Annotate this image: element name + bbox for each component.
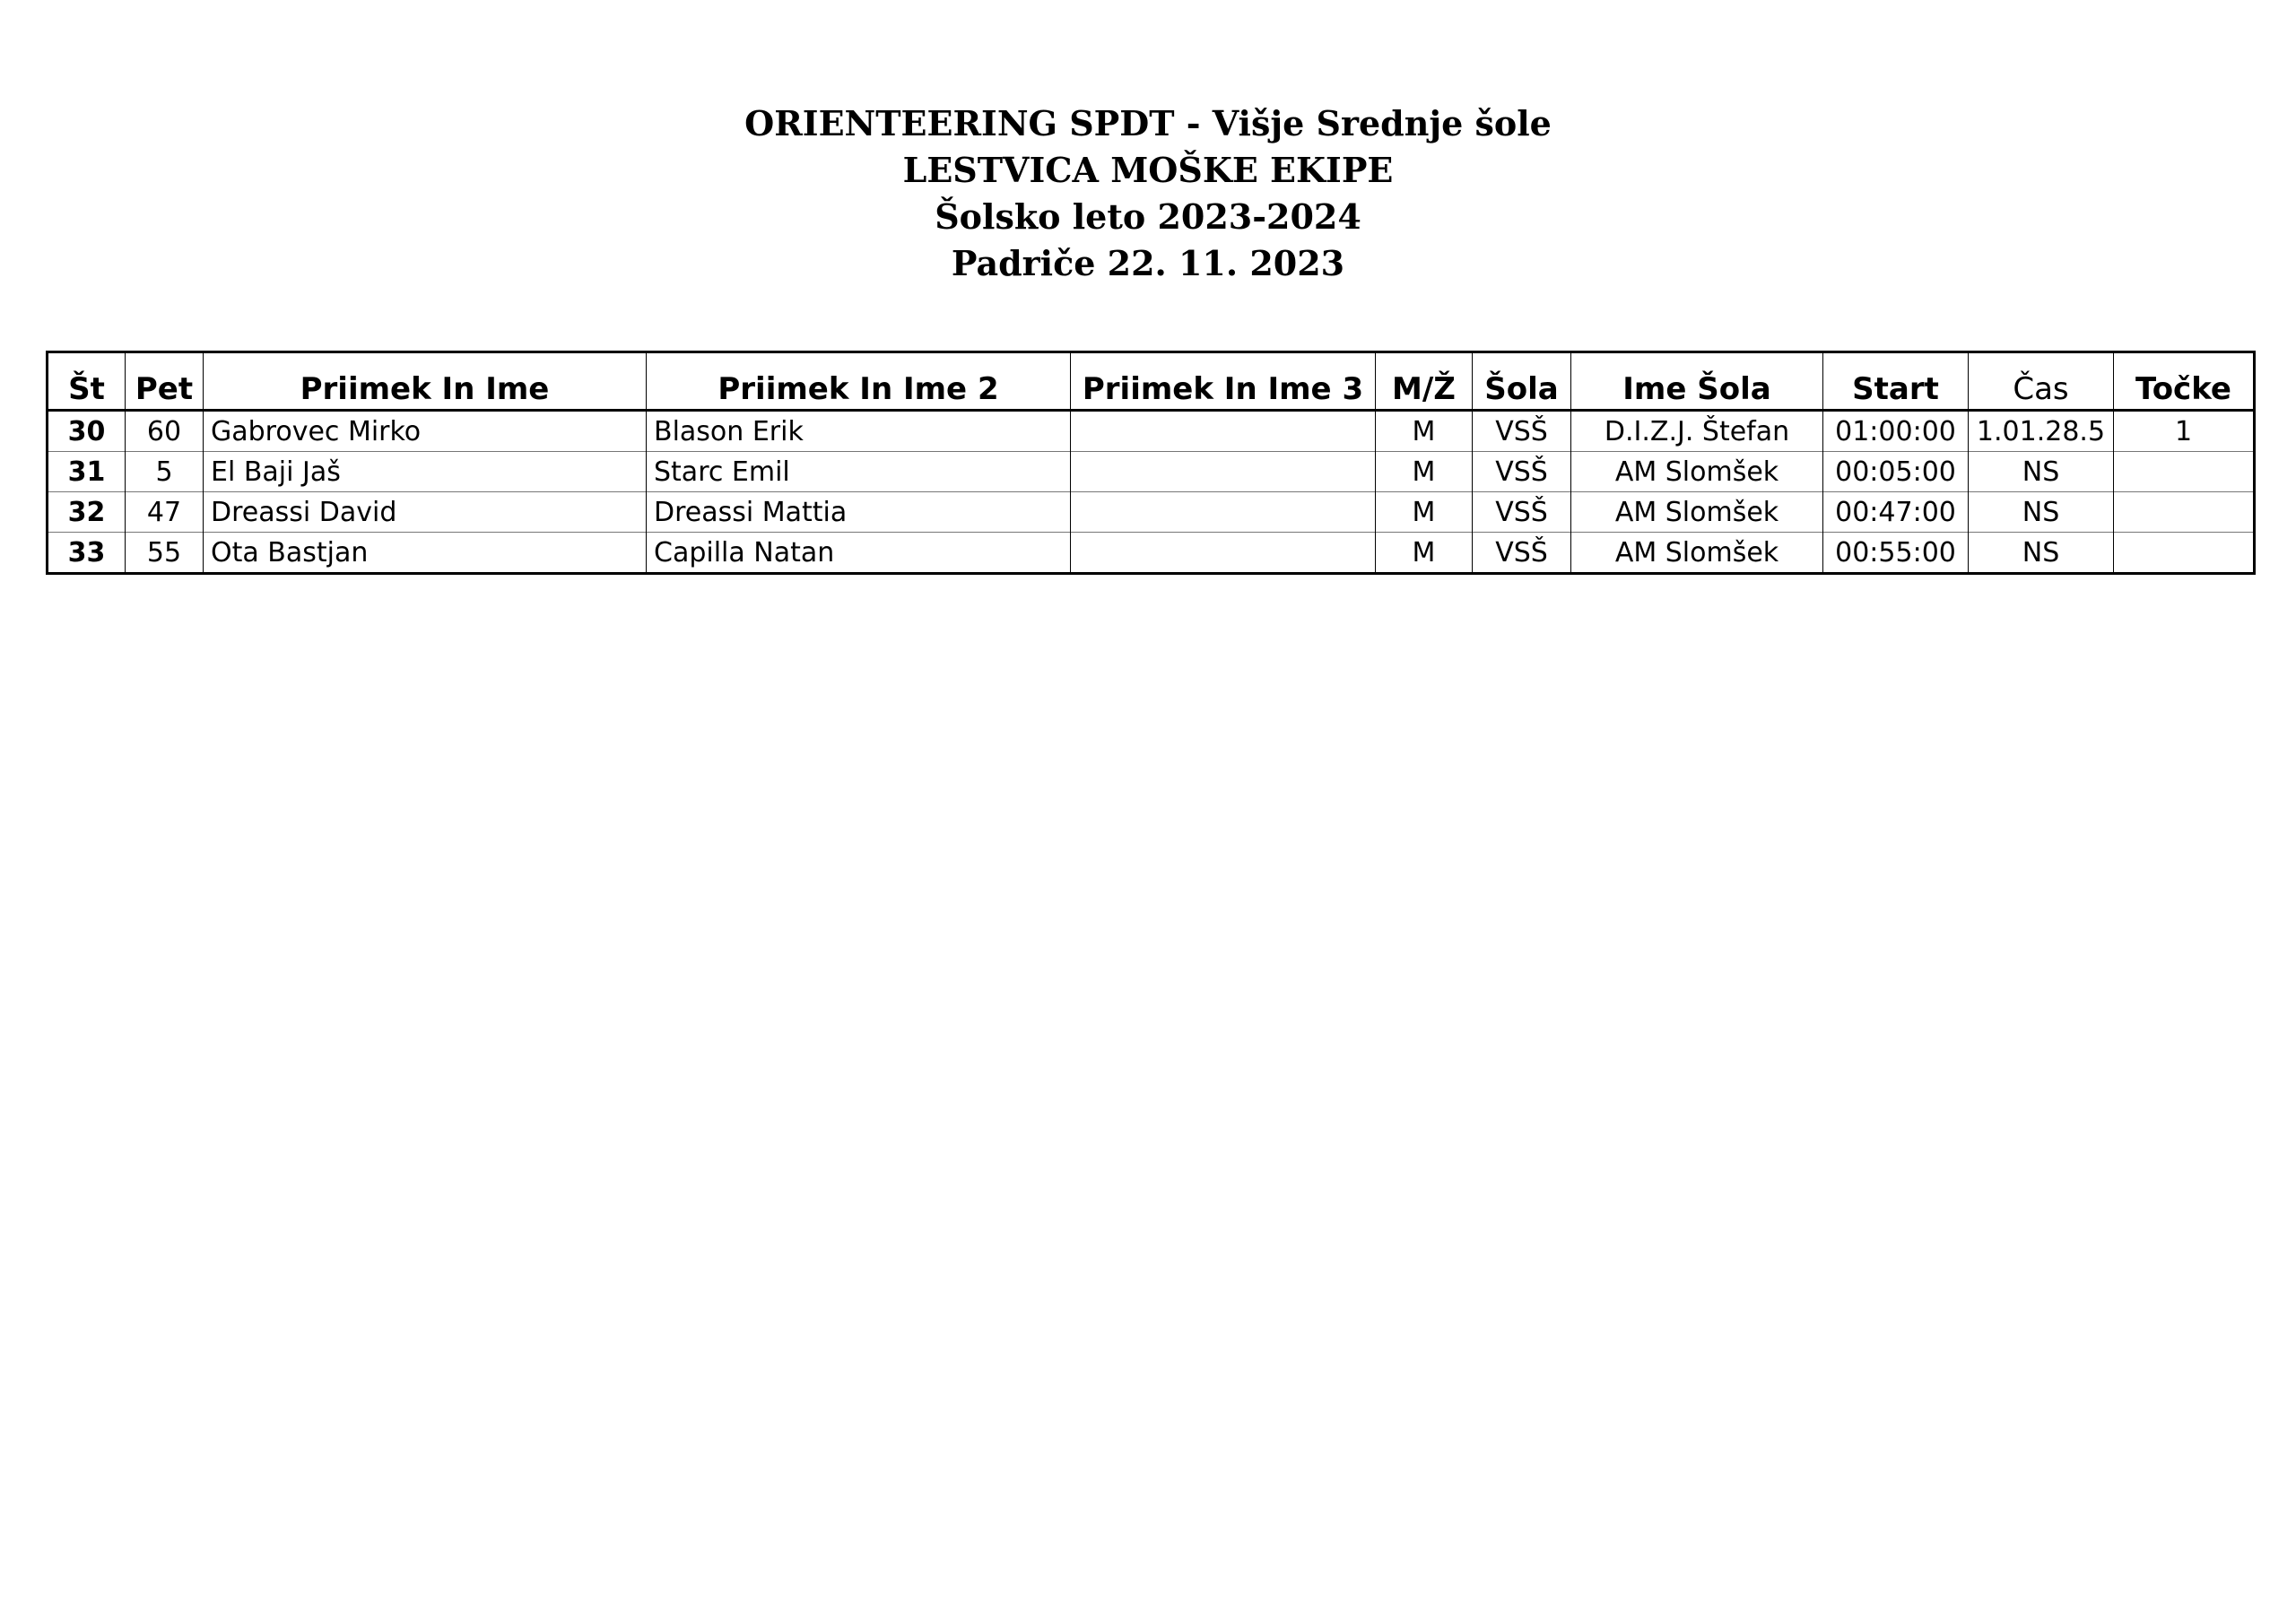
cell-st: 33 bbox=[48, 533, 126, 574]
cell-gender: M bbox=[1376, 411, 1473, 452]
cell-pet: 47 bbox=[126, 492, 204, 533]
cell-school-name: AM Slomšek bbox=[1571, 452, 1823, 492]
cell-school-name: AM Slomšek bbox=[1571, 533, 1823, 574]
cell-start: 00:55:00 bbox=[1823, 533, 1969, 574]
cell-name-1: El Baji Jaš bbox=[204, 452, 647, 492]
cell-points: 1 bbox=[2114, 411, 2255, 452]
col-header-start: Start bbox=[1823, 352, 1969, 411]
cell-points bbox=[2114, 492, 2255, 533]
cell-name-3 bbox=[1071, 533, 1376, 574]
cell-start: 00:05:00 bbox=[1823, 452, 1969, 492]
cell-name-2: Capilla Natan bbox=[647, 533, 1071, 574]
cell-name-3 bbox=[1071, 411, 1376, 452]
cell-name-1: Gabrovec Mirko bbox=[204, 411, 647, 452]
col-header-points: Točke bbox=[2114, 352, 2255, 411]
cell-start: 00:47:00 bbox=[1823, 492, 1969, 533]
cell-name-2: Starc Emil bbox=[647, 452, 1071, 492]
cell-name-2: Blason Erik bbox=[647, 411, 1071, 452]
title-place-date: Padriče 22. 11. 2023 bbox=[951, 243, 1345, 283]
cell-school: VSŠ bbox=[1473, 492, 1571, 533]
cell-school: VSŠ bbox=[1473, 533, 1571, 574]
results-table bbox=[46, 351, 2256, 575]
table-row bbox=[48, 411, 2255, 452]
cell-pet: 55 bbox=[126, 533, 204, 574]
cell-time: NS bbox=[1969, 533, 2114, 574]
cell-time: NS bbox=[1969, 452, 2114, 492]
cell-pet: 60 bbox=[126, 411, 204, 452]
table-row bbox=[48, 533, 2255, 574]
cell-points bbox=[2114, 533, 2255, 574]
col-header-school: Šola bbox=[1473, 352, 1571, 411]
cell-name-2: Dreassi Mattia bbox=[647, 492, 1071, 533]
col-header-pet: Pet bbox=[126, 352, 204, 411]
col-header-st: Št bbox=[48, 352, 126, 411]
table-row bbox=[48, 452, 2255, 492]
cell-gender: M bbox=[1376, 492, 1473, 533]
title-competition: ORIENTEERING SPDT - Višje Srednje šole bbox=[744, 103, 1552, 143]
table-header-row bbox=[48, 352, 2255, 411]
title-ranking: LESTVICA MOŠKE EKIPE bbox=[902, 150, 1394, 190]
cell-time: 1.01.28.5 bbox=[1969, 411, 2114, 452]
cell-points bbox=[2114, 452, 2255, 492]
cell-name-1: Ota Bastjan bbox=[204, 533, 647, 574]
cell-school-name: D.I.Z.J. Štefan bbox=[1571, 411, 1823, 452]
cell-pet: 5 bbox=[126, 452, 204, 492]
cell-school: VSŠ bbox=[1473, 452, 1571, 492]
cell-school: VSŠ bbox=[1473, 411, 1571, 452]
cell-name-3 bbox=[1071, 452, 1376, 492]
cell-time: NS bbox=[1969, 492, 2114, 533]
cell-name-3 bbox=[1071, 492, 1376, 533]
table-row bbox=[48, 492, 2255, 533]
cell-gender: M bbox=[1376, 452, 1473, 492]
cell-school-name: AM Slomšek bbox=[1571, 492, 1823, 533]
col-header-name-1: Priimek In Ime bbox=[204, 352, 647, 411]
col-header-gender: M/Ž bbox=[1376, 352, 1473, 411]
document-title bbox=[0, 100, 2296, 287]
cell-st: 31 bbox=[48, 452, 126, 492]
cell-gender: M bbox=[1376, 533, 1473, 574]
col-header-name-2: Priimek In Ime 2 bbox=[647, 352, 1071, 411]
cell-st: 30 bbox=[48, 411, 126, 452]
cell-start: 01:00:00 bbox=[1823, 411, 1969, 452]
col-header-name-3: Priimek In Ime 3 bbox=[1071, 352, 1376, 411]
col-header-time: Čas bbox=[1969, 352, 2114, 411]
title-school-year: Šolsko leto 2023-2024 bbox=[935, 196, 1361, 237]
col-header-school-name: Ime Šola bbox=[1571, 352, 1823, 411]
cell-st: 32 bbox=[48, 492, 126, 533]
cell-name-1: Dreassi David bbox=[204, 492, 647, 533]
